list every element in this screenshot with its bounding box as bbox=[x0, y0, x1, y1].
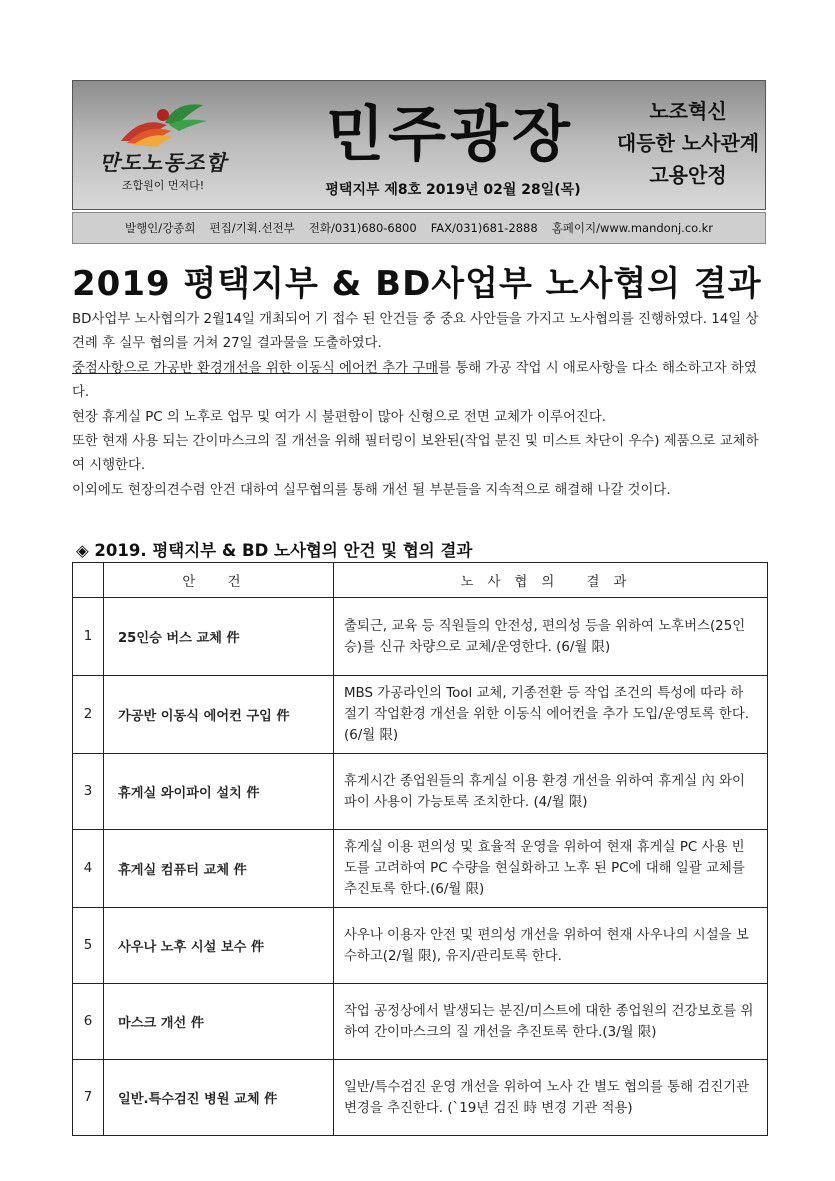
paragraph-4: 또한 현재 사용 되는 간이마스크의 질 개선을 위해 필터링이 보완된(작업 분진 및 미스트 차단이 우수) 제품으로 교체하여 시행한다. bbox=[72, 434, 759, 474]
publication-info-bar bbox=[72, 212, 766, 244]
table-row bbox=[73, 754, 768, 830]
union-emblem-icon bbox=[111, 95, 211, 149]
editor: 편집/기획.선전부 bbox=[209, 221, 295, 235]
row-item: 휴게실 컴퓨터 교체 件 bbox=[104, 830, 334, 908]
row-item: 일반.특수검진 병원 교체 件 bbox=[104, 1060, 334, 1136]
table-header-row bbox=[73, 563, 768, 598]
agenda-table bbox=[72, 562, 768, 1136]
row-result: MBS 가공라인의 Tool 교체, 기종전환 등 작업 조건의 특성에 따라 하절기 작업환경 개선을 위한 이동식 에어컨을 추가 도입/운영토록 한다. (6/월 限) bbox=[334, 676, 768, 754]
row-item: 사우나 노후 시설 보수 件 bbox=[104, 908, 334, 984]
row-item: 25인승 버스 교체 件 bbox=[104, 598, 334, 676]
table-row bbox=[73, 984, 768, 1060]
article-headline: 2019 평택지부 & BD사업부 노사협의 결과 bbox=[72, 264, 762, 304]
paragraph-2-emphasis: 중점사항으로 가공반 환경개선을 위한 이동식 에어컨 추가 구매 bbox=[72, 360, 439, 376]
phone: 전화/031)680-6800 bbox=[308, 221, 417, 235]
homepage-link[interactable]: 홈페이지/www.mandonj.co.kr bbox=[551, 221, 714, 235]
row-number: 2 bbox=[73, 676, 104, 754]
header-item: 안 건 bbox=[104, 563, 334, 598]
slogan-3: 고용안정 bbox=[649, 163, 727, 187]
row-number: 6 bbox=[73, 984, 104, 1060]
paragraph-1: BD사업부 노사협의가 2월14일 개최되어 기 접수 된 안건들 중 중요 사안들을 가지고 노사협의를 진행하였다. 14일 상견례 후 실무 협의를 거쳐 27일 결과물을 도출하였다. bbox=[72, 312, 759, 352]
header-result: 노사협의 결과 bbox=[334, 563, 768, 598]
paragraph-5: 이외에도 현장의견수렴 안건 대하여 실무협의를 통해 개선 될 부분들을 지속적으로 해결해 나갈 것이다. bbox=[72, 482, 671, 498]
row-result: 휴게실 이용 편의성 및 효율적 운영을 위하여 현재 휴게실 PC 사용 빈도를 고려하여 PC 수량을 현실화하고 노후 된 PC에 대해 일괄 교체를 추진토록 한다.(6/월 限) bbox=[334, 830, 768, 908]
logo-name: 만도노동조합 bbox=[99, 150, 227, 175]
slogan-1: 노조혁신 bbox=[649, 99, 727, 123]
logo-slogan: 조합원이 먼저다! bbox=[121, 179, 205, 192]
row-number: 5 bbox=[73, 908, 104, 984]
table-row bbox=[73, 598, 768, 676]
row-number: 3 bbox=[73, 754, 104, 830]
newsletter-title: 민주광장 bbox=[326, 100, 574, 170]
row-item: 휴게실 와이파이 설치 件 bbox=[104, 754, 334, 830]
row-result: 사우나 이용자 안전 및 편의성 개선을 위하여 현재 사우나의 시설을 보수하고(2/월 限), 유지/관리토록 한다. bbox=[334, 908, 768, 984]
paragraph-2-rest: 를 통해 가공 작업 시 애로사항을 다소 해소하고자 하였다. bbox=[72, 360, 757, 401]
slogan-block bbox=[613, 95, 763, 191]
table-row bbox=[73, 830, 768, 908]
union-logo bbox=[83, 89, 243, 201]
row-result: 작업 공정상에서 발생되는 분진/미스트에 대한 종업원의 건강보호를 위하여 간이마스크의 질 개선을 추진토록 한다.(3/월 限) bbox=[334, 984, 768, 1060]
slogan-2: 대등한 노사관계 bbox=[616, 131, 760, 155]
paragraph-3: 현장 휴게실 PC 의 노후로 업무 및 여가 시 불편함이 많아 신형으로 전면 교체가 이루어진다. bbox=[72, 409, 607, 425]
row-number: 1 bbox=[73, 598, 104, 676]
paragraph-2 bbox=[72, 357, 768, 406]
row-item: 가공반 이동식 에어컨 구입 件 bbox=[104, 676, 334, 754]
row-result: 휴게시간 종업원들의 휴게실 이용 환경 개선을 위하여 휴게실 內 와이파이 사용이 가능토록 조치한다. (4/월 限) bbox=[334, 754, 768, 830]
table-row bbox=[73, 1060, 768, 1136]
header-no bbox=[73, 563, 104, 598]
row-number: 7 bbox=[73, 1060, 104, 1136]
publisher: 발행인/강종희 bbox=[124, 221, 196, 235]
row-item: 마스크 개선 件 bbox=[104, 984, 334, 1060]
masthead bbox=[72, 80, 766, 210]
article-body bbox=[72, 308, 768, 503]
row-result: 출퇴근, 교육 등 직원들의 안전성, 편의성 등을 위하여 노후버스(25인승)를 신규 차량으로 교체/운영한다. (6/월 限) bbox=[334, 598, 768, 676]
row-number: 4 bbox=[73, 830, 104, 908]
fax: FAX/031)681-2888 bbox=[430, 221, 538, 235]
row-result: 일반/특수검진 운영 개선을 위하여 노사 간 별도 협의를 통해 검진기관 변경을 추진한다. (`19년 검진 時 변경 기관 적용) bbox=[334, 1060, 768, 1136]
section-title: ◈ 2019. 평택지부 & BD 노사협의 안건 및 협의 결과 bbox=[76, 541, 473, 560]
table-row bbox=[73, 676, 768, 754]
table-row bbox=[73, 908, 768, 984]
issue-info: 평택지부 제8호 2019년 02월 28일(목) bbox=[325, 182, 581, 198]
